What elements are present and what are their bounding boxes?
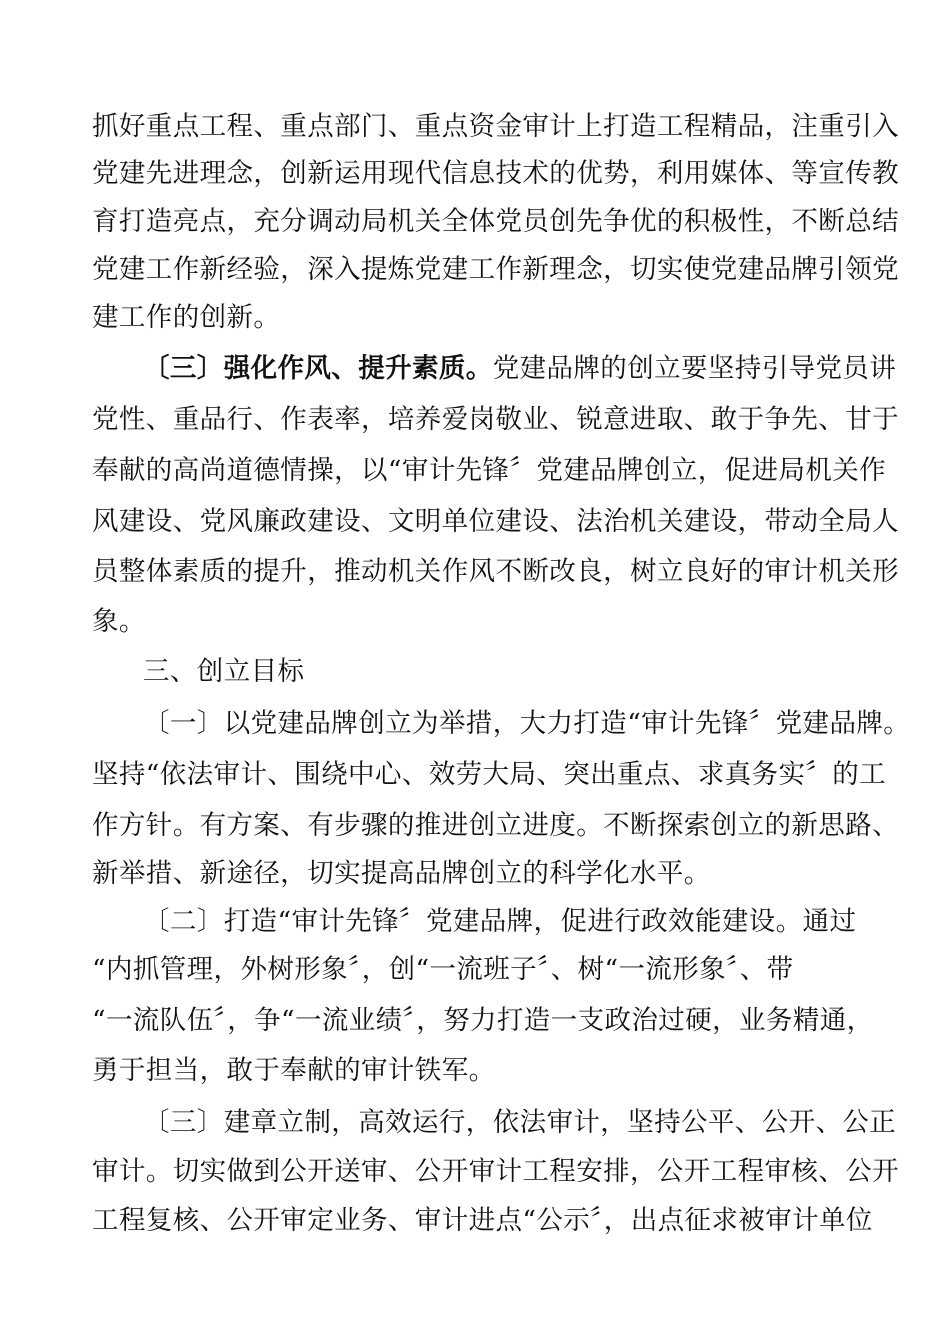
- text-line: 〔二〕打造“审计先锋〞党建品牌，促进行政效能建设。通过: [143, 906, 857, 937]
- text-line: 员整体素质的提升，推动机关作风不断改良，树立良好的审计机关形: [92, 556, 899, 587]
- text-line: 风建设、党风廉政建设、文明单位建设、法治机关建设，带动全局人: [92, 506, 899, 537]
- text-line: 象。: [92, 606, 146, 637]
- text-line: “一流队伍〞，争“一流业绩〞，努力打造一支政治过硬，业务精通，: [92, 1005, 874, 1036]
- paragraph-first-line: [143, 351, 896, 387]
- text-line: 党建工作新经验，深入提炼党建工作新理念，切实使党建品牌引领党: [92, 254, 899, 285]
- text-line: 建工作的创新。: [92, 302, 281, 333]
- section-title: 三、创立目标: [143, 656, 305, 687]
- text-line: 工程复核、公开审定业务、审计进点“公示〞，出点征求被审计单位: [92, 1205, 873, 1236]
- text-line: 〔三〕建章立制，高效运行，依法审计，坚持公平、公开、公正: [143, 1107, 897, 1138]
- text-line: “内抓管理，外树形象〞，创“一流班子〞、树“一流形象〞、带: [92, 954, 794, 985]
- text-line: 审计。切实做到公开送审、公开审计工程安排，公开工程审核、公开: [92, 1156, 899, 1187]
- text-line: 奉献的高尚道德情操，以“审计先锋〞党建品牌创立，促进局机关作: [92, 455, 887, 486]
- paragraph-text: 党建品牌的创立要坚持引导党员讲: [492, 353, 897, 384]
- text-line: 党性、重品行、作表率，培养爱岗敬业、锐意进取、敢于争先、甘于: [92, 404, 899, 435]
- text-line: 坚持“依法审计、围绕中心、效劳大局、突出重点、求真务实〞的工: [92, 759, 887, 790]
- text-line: 育打造亮点，充分调动局机关全体党员创先争优的积极性，不断总结: [92, 206, 899, 237]
- paragraph-heading: 〔三〕强化作风、提升素质。: [143, 353, 493, 384]
- text-line: 抓好重点工程、重点部门、重点资金审计上打造工程精品，注重引入: [92, 111, 899, 142]
- text-line: 作方针。有方案、有步骤的推进创立进度。不断探索创立的新思路、: [92, 810, 899, 841]
- text-line: 新举措、新途径，切实提高品牌创立的科学化水平。: [92, 858, 711, 889]
- text-line: 党建先进理念，创新运用现代信息技术的优势，利用媒体、等宣传教: [92, 158, 899, 189]
- text-line: 〔一〕以党建品牌创立为举措，大力打造“审计先锋〞党建品牌。: [143, 708, 911, 739]
- text-line: 勇于担当，敢于奉献的审计铁军。: [92, 1055, 496, 1086]
